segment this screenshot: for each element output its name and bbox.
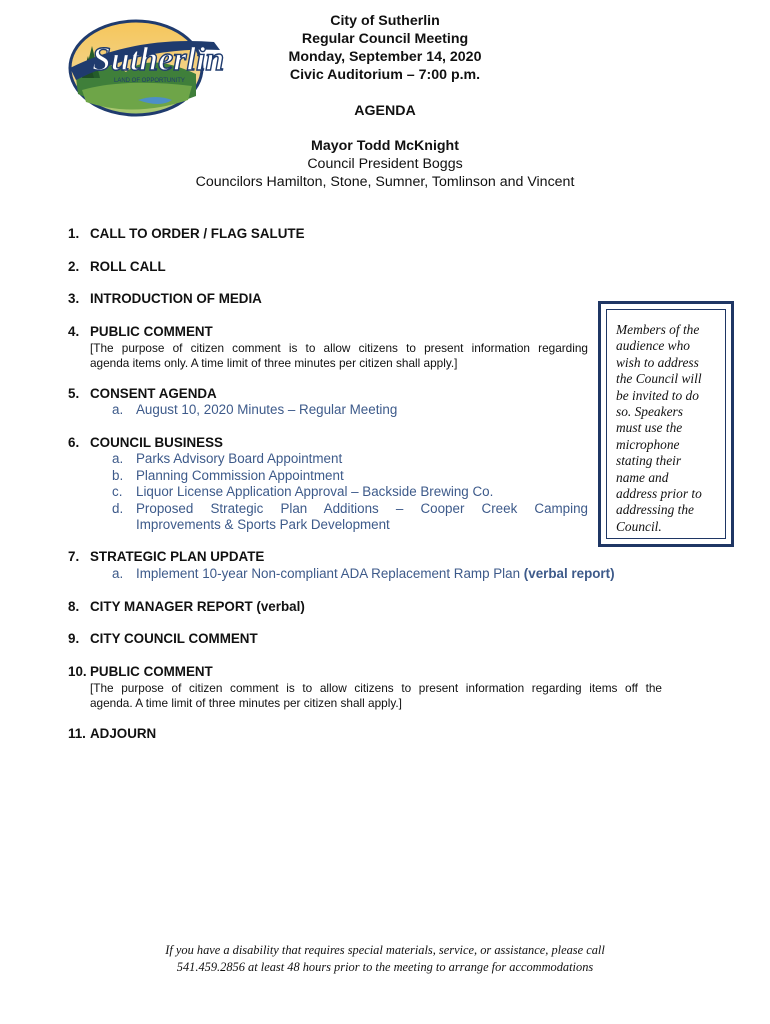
notice-line: be invited to do bbox=[616, 387, 699, 403]
meeting-header bbox=[180, 12, 590, 191]
notice-line: Members of the bbox=[616, 322, 700, 337]
council-business-sub-item bbox=[112, 451, 342, 468]
sub-letter: a. bbox=[112, 451, 124, 466]
item-number: 8. bbox=[68, 599, 80, 614]
item-title: INTRODUCTION OF MEDIA bbox=[90, 291, 262, 306]
audience-notice-box bbox=[598, 301, 734, 547]
meeting-date: Monday, September 14, 2020 bbox=[288, 49, 482, 65]
agenda-title: AGENDA bbox=[354, 103, 416, 119]
item-title: CONSENT AGENDA bbox=[90, 386, 217, 401]
item-title: ADJOURN bbox=[90, 726, 157, 741]
sub-text: Parks Advisory Board Appointment bbox=[136, 451, 343, 466]
council-business-sub-item-continuation: Improvements & Sports Park Development bbox=[136, 517, 390, 532]
public-comment-note-line: [The purpose of citizen comment is to allow citizens to present information regarding bbox=[90, 341, 588, 355]
agenda-item-city-council-comment bbox=[68, 631, 258, 647]
item-title: COUNCIL BUSINESS bbox=[90, 435, 223, 450]
agenda-item-public-comment bbox=[68, 324, 213, 340]
sub-letter: d. bbox=[112, 501, 124, 516]
public-comment-2-note-line: agenda. A time limit of three minutes per citizen shall apply.] bbox=[90, 696, 402, 710]
notice-line: must use the bbox=[616, 420, 683, 436]
agenda-item-strategic-plan-update bbox=[68, 549, 264, 565]
item-number: 3. bbox=[68, 291, 80, 306]
mayor-name: Mayor Todd McKnight bbox=[311, 138, 459, 154]
notice-line: stating their bbox=[616, 453, 682, 469]
meeting-location: Civic Auditorium – 7:00 p.m. bbox=[289, 67, 481, 83]
council-business-sub-item bbox=[112, 501, 588, 518]
agenda-item-council-business bbox=[68, 435, 223, 451]
sub-letter: b. bbox=[112, 468, 124, 483]
sub-letter: a. bbox=[112, 402, 124, 417]
council-business-sub-item bbox=[112, 484, 493, 501]
council-president: Council President Boggs bbox=[307, 156, 463, 172]
item-number: 5. bbox=[68, 386, 80, 401]
item-number: 4. bbox=[68, 324, 80, 339]
consent-sub-item bbox=[112, 402, 397, 419]
sub-text: Planning Commission Appointment bbox=[136, 468, 344, 483]
item-title: PUBLIC COMMENT bbox=[90, 324, 213, 339]
item-number: 2. bbox=[68, 259, 80, 274]
sub-text: Proposed Strategic Plan Additions – Cooper Creek Camping bbox=[136, 501, 588, 516]
strategic-plan-sub-item bbox=[112, 566, 615, 583]
sub-letter: c. bbox=[112, 484, 123, 499]
item-title: PUBLIC COMMENT bbox=[90, 664, 213, 679]
notice-line: audience who bbox=[616, 338, 691, 354]
item-title: CALL TO ORDER / FLAG SALUTE bbox=[90, 226, 305, 241]
notice-line: Council. bbox=[616, 518, 662, 534]
audience-notice-text bbox=[616, 322, 724, 535]
item-title: STRATEGIC PLAN UPDATE bbox=[90, 549, 265, 564]
sub-letter: a. bbox=[112, 566, 124, 581]
notice-line: name and bbox=[616, 469, 669, 485]
agenda-item-roll-call bbox=[68, 259, 166, 275]
councilors-list: Councilors Hamilton, Stone, Sumner, Tomlinson and Vincent bbox=[195, 174, 575, 190]
agenda-item-adjourn bbox=[68, 726, 156, 742]
footer-line: If you have a disability that requires special materials, service, or assistance, please call bbox=[165, 943, 605, 957]
notice-line: microphone bbox=[616, 436, 680, 452]
item-number: 10. bbox=[68, 664, 87, 679]
notice-line: address prior to bbox=[616, 486, 702, 502]
item-number: 11. bbox=[68, 726, 86, 741]
notice-line: addressing the bbox=[616, 502, 694, 518]
footer-line: 541.459.2856 at least 48 hours prior to the meeting to arrange for accommodations bbox=[176, 960, 594, 974]
city-name: City of Sutherlin bbox=[330, 13, 440, 29]
logo-text: Sutherlin bbox=[92, 41, 224, 78]
item-number: 9. bbox=[68, 631, 80, 646]
notice-line: so. Speakers bbox=[616, 404, 683, 420]
item-title: CITY COUNCIL COMMENT bbox=[90, 631, 258, 646]
item-number: 6. bbox=[68, 435, 80, 450]
agenda-item-call-to-order bbox=[68, 226, 305, 242]
agenda-item-city-manager-report bbox=[68, 599, 305, 615]
accessibility-footer bbox=[120, 942, 650, 976]
sub-text: Liquor License Application Approval – Backside Brewing Co. bbox=[136, 484, 494, 499]
notice-line: the Council will bbox=[616, 371, 702, 387]
agenda-item-public-comment-2 bbox=[68, 664, 213, 680]
item-number: 1. bbox=[68, 226, 80, 241]
verbal-report-label: (verbal report) bbox=[523, 566, 615, 581]
sub-text: August 10, 2020 Minutes – Regular Meeting bbox=[136, 402, 398, 417]
item-title: ROLL CALL bbox=[90, 259, 166, 274]
item-number: 7. bbox=[68, 549, 80, 564]
council-business-sub-item bbox=[112, 468, 344, 485]
public-comment-2-note-line: [The purpose of citizen comment is to allow citizens to present information regarding items off the bbox=[90, 681, 662, 695]
agenda-item-consent-agenda bbox=[68, 386, 217, 402]
notice-line: wish to address bbox=[616, 354, 699, 370]
sub-text: Implement 10-year Non-compliant ADA Replacement Ramp Plan bbox=[136, 566, 521, 581]
item-title: CITY MANAGER REPORT (verbal) bbox=[90, 599, 305, 614]
meeting-type: Regular Council Meeting bbox=[301, 31, 469, 47]
agenda-item-introduction-of-media bbox=[68, 291, 262, 307]
public-comment-note-line: agenda items only. A time limit of three minutes per citizen shall apply.] bbox=[90, 356, 458, 370]
logo-tagline: LAND OF OPPORTUNITY bbox=[114, 78, 185, 84]
